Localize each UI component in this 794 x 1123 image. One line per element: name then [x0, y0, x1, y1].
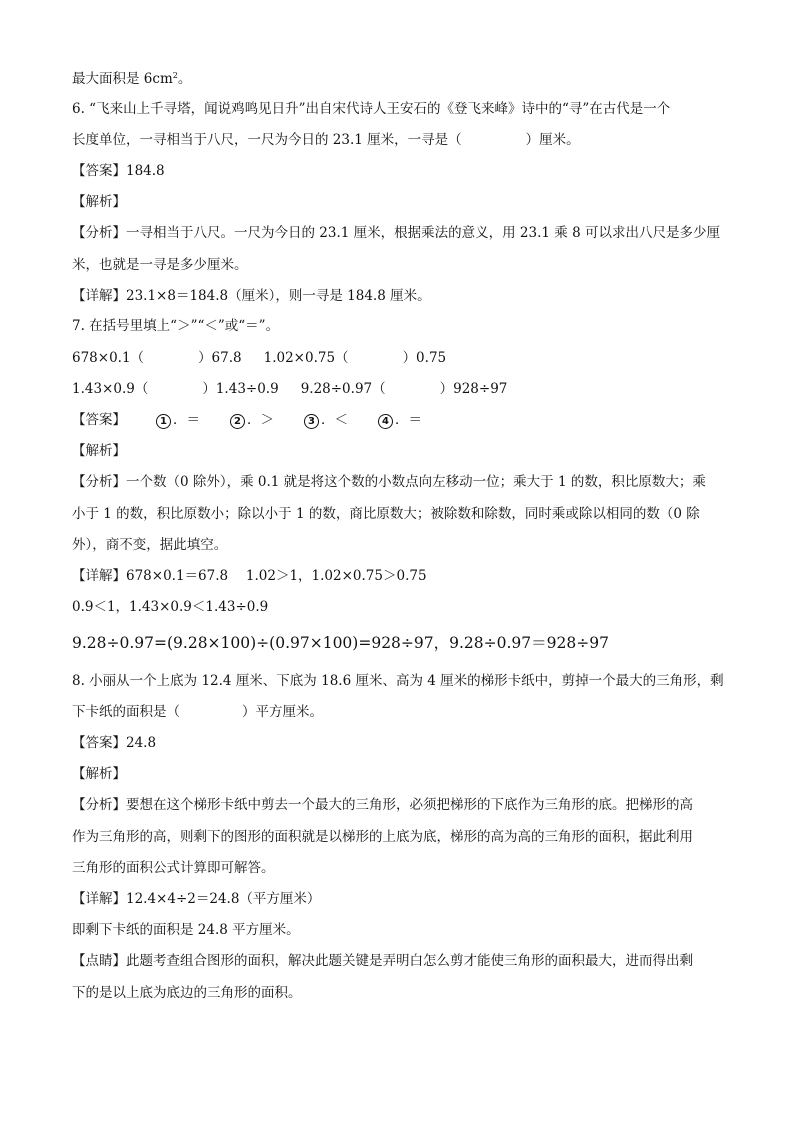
q8-detail-line-2: 即剩下卡纸的面积是 24.8 平方厘米。 [72, 922, 300, 938]
q6-jiexi-label: 【解析】 [72, 194, 126, 210]
q7-answer-4: 4 ．＝ [378, 410, 422, 430]
q6-question-line-1: 6. “飞来山上千寻塔，闻说鸡鸣见日升”出自宋代诗人王安石的《登飞来峰》诗中的“寻”在古代是一个 [72, 101, 671, 117]
q8-detail-line-1: 【详解】12.4×4÷2＝24.8（平方厘米） [72, 891, 321, 907]
prev-answer-line: 最大面积是 $6cm^2$。 [72, 71, 192, 87]
q8-analysis-line-1: 【分析】要想在这个梯形卡纸中剪去一个最大的三角形，必须把梯形的下底作为三角形的底。把梯形的高 [72, 797, 693, 813]
q8-analysis-line-2: 作为三角形的高，则剩下的图形的面积就是以梯形的上底为底，梯形的高为高的三角形的面积，据此利用 [72, 829, 693, 845]
q8-analysis-line-3: 三角形的面积公式计算即可解答。 [72, 860, 275, 876]
q7-answer-2: 2 ．＞ [230, 410, 274, 430]
q7-jiexi-label: 【解析】 [72, 443, 126, 459]
q8-note-line-2: 下的是以上底为底边的三角形的面积。 [72, 985, 302, 1001]
q7-title: 7. 在括号里填上“＞”“＜”或“＝”。 [72, 318, 280, 334]
q7-row-1: 678×0.1（ ）67.8 1.02×0.75（ ）0.75 [72, 350, 447, 366]
q7-answer-1: 1 ．＝ [156, 410, 200, 430]
q6-answer: 【答案】184.8 [72, 163, 165, 179]
q7-answer: 【答案】 1 ．＝ 2 ．＞ 3 ．＜ 4 ．＝ [72, 412, 422, 428]
q7-answer-3: 3 ．＜ [304, 410, 348, 430]
q6-question-line-2: 长度单位，一寻相当于八尺，一尺为今日的 23.1 厘米，一寻是（ ）厘米。 [72, 132, 580, 148]
q7-analysis-line-2: 小于 1 的数，积比原数小；除以小于 1 的数，商比原数大；被除数和除数，同时乘或除以相同的数（0 除 [72, 506, 700, 522]
q7-analysis-line-3: 外），商不变，据此填空。 [72, 537, 228, 553]
q7-row-2: 1.43×0.9（ ）1.43÷0.9 9.28÷0.97（ ）928÷97 [72, 381, 508, 397]
q7-detail-line-1: 【详解】678×0.1＝67.8 1.02＞1，1.02×0.75＞0.75 [72, 568, 427, 584]
q8-question-line-1: 8. 小丽从一个上底为 12.4 厘米、下底为 18.6 厘米、高为 4 厘米的梯形卡纸中，剪掉一个最大的三角形，剩 [72, 673, 724, 689]
q7-detail-line-2: 0.9＜1，1.43×0.9＜1.43÷0.9 [72, 599, 269, 615]
q6-analysis-line-1: 【分析】一寻相当于八尺。一尺为今日的 23.1 厘米，根据乘法的意义，用 23.1 乘 8 可以求出八尺是多少厘 [72, 225, 720, 241]
q6-detail: 【详解】23.1×8＝184.8（厘米），则一寻是 184.8 厘米。 [72, 288, 431, 304]
q8-note-line-1: 【点睛】此题考查组合图形的面积，解决此题关键是弄明白怎么剪才能使三角形的面积最大，进而得出剩 [72, 953, 693, 969]
q7-analysis-line-1: 【分析】一个数（0 除外），乘 0.1 就是将这个数的小数点向左移动一位；乘大于 1 的数，积比原数大；乘 [72, 474, 706, 490]
q6-analysis-line-2: 米，也就是一寻是多少厘米。 [72, 257, 248, 273]
q8-answer: 【答案】24.8 [72, 735, 157, 751]
q8-jiexi-label: 【解析】 [72, 766, 126, 782]
q7-detail-line-3: 9.28÷0.97=(9.28×100)÷(0.97×100)=928÷97，9.28÷0.97＝928÷97 [72, 634, 609, 652]
q8-question-line-2: 下卡纸的面积是（ ）平方厘米。 [72, 704, 323, 720]
